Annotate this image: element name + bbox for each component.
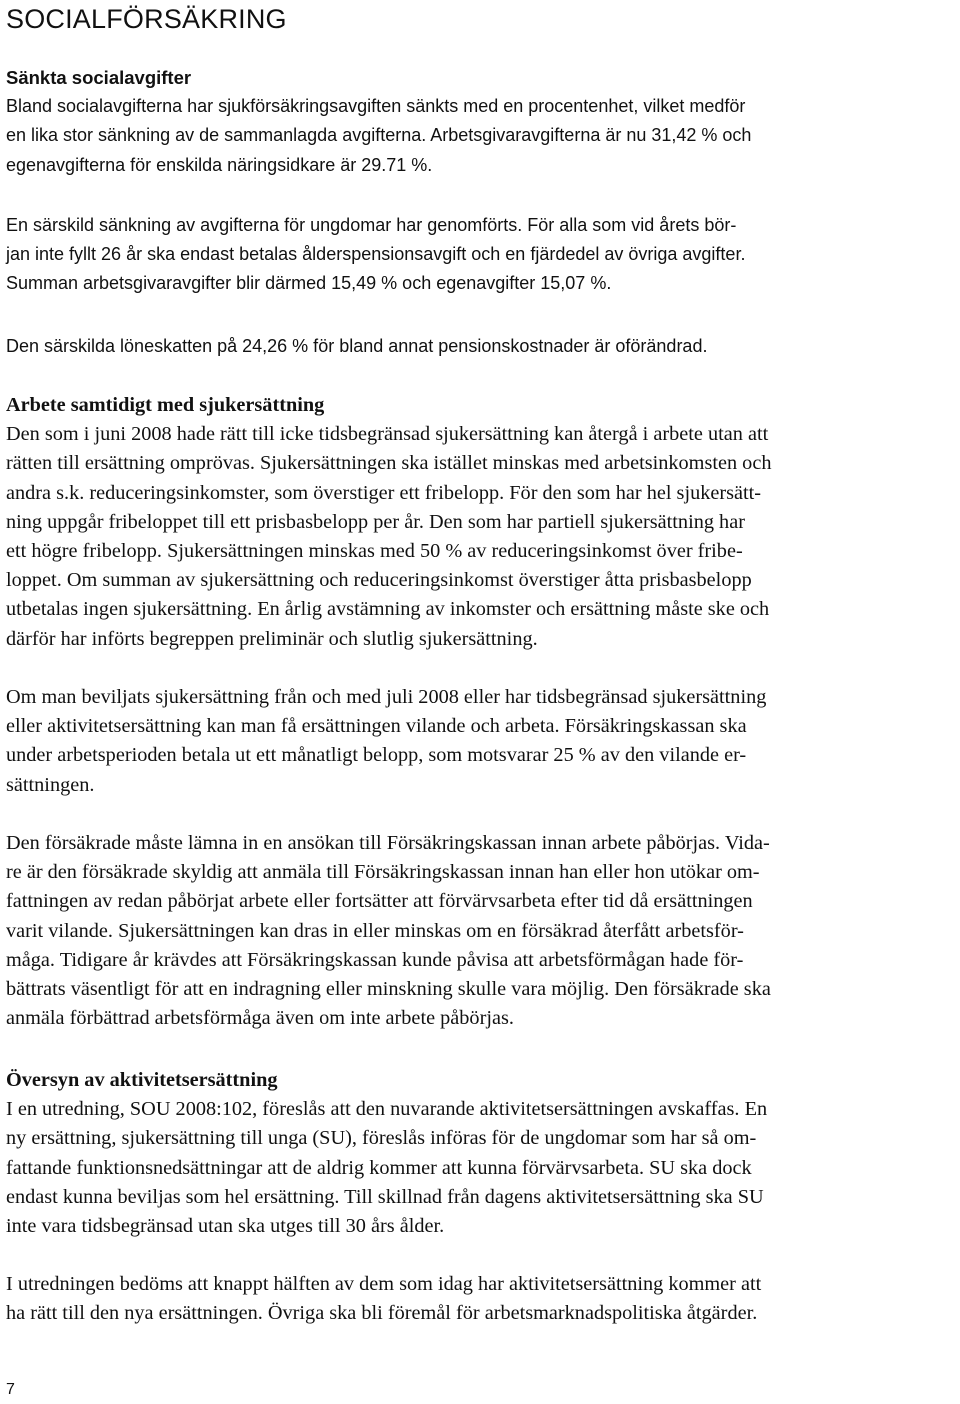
paragraph <box>6 829 954 1033</box>
paragraph <box>6 332 954 361</box>
text-line: rätten till ersättning omprövas. Sjukersättningen ska istället minskas med arbetsinkomsten och <box>6 452 772 475</box>
text-line: bättrats väsentligt för att en indragning eller minskning skulle vara möjlig. Den försäkrade ska <box>6 977 771 1000</box>
text-line: eller aktivitetsersättning kan man få ersättningen vilande och arbeta. Försäkringskassan ska <box>6 715 747 738</box>
text-line: måga. Tidigare år krävdes att Försäkringskassan kunde påvisa att arbetsförmågan hade för- <box>6 948 744 971</box>
text-line: I en utredning, SOU 2008:102, föreslås att den nuvarande aktivitetsersättningen avskaffas. En <box>6 1098 768 1121</box>
text-line: Den försäkrade måste lämna in en ansökan till Försäkringskassan innan arbete påbörjas. Vida- <box>6 832 770 854</box>
text-line: sättningen. <box>6 773 95 796</box>
section-heading-block <box>6 1066 954 1241</box>
text-line: egenavgifterna för enskilda näringsidkare är 29.71 %. <box>6 154 433 175</box>
text-line: Om man beviljats sjukersättning från och med juli 2008 eller har tidsbegränsad sjukersättning <box>6 686 767 708</box>
text-line: ny ersättning, sjukersättning till unga (SU), föreslås införas för de ungdomar som har så om- <box>6 1127 757 1150</box>
text-line: utbetalas ingen sjukersättning. En årlig avstämning av inkomster och ersättning måste ske och <box>6 598 770 621</box>
text-line: andra s.k. reduceringsinkomster, som överstiger ett fribelopp. För den som har hel sjukersätt- <box>6 481 762 504</box>
text-line: En särskild sänkning av avgifterna för ungdomar har genomförts. För alla som vid årets bör- <box>6 215 737 235</box>
section-heading-block <box>6 63 954 180</box>
page-title: SOCIALFÖRSÄKRING <box>6 4 287 34</box>
text-line: inte vara tidsbegränsad utan ska utges till 30 års ålder. <box>6 1214 445 1237</box>
paragraph <box>6 1270 954 1328</box>
paragraph <box>6 683 954 800</box>
text-line: ning uppgår fribeloppet till ett prisbasbelopp per år. Den som har partiell sjukersättning har <box>6 510 745 533</box>
text-line: varit vilande. Sjukersättningen kan dras in eller minskas om en försäkrad återfått arbetsför- <box>6 919 744 942</box>
text-line: ha rätt till den nya ersättningen. Övriga ska bli föremål för arbetsmarknadspolitiska åtgärder. <box>6 1302 758 1325</box>
section-heading-block <box>6 391 954 654</box>
page-number: 7 <box>6 1381 15 1398</box>
text-line: Den som i juni 2008 hade rätt till icke tidsbegränsad sjukersättning kan återgå i arbete utan att <box>6 423 769 446</box>
text-line: loppet. Om summan av sjukersättning och reduceringsinkomst överstiger åtta prisbasbelopp <box>6 569 752 592</box>
section-heading: Arbete samtidigt med sjukersättning <box>6 394 325 416</box>
text-line: därför har införts begreppen preliminär och slutlig sjukersättning. <box>6 627 538 650</box>
text-line: anmäla förbättrad arbetsförmåga även om inte arbete påbörjas. <box>6 1007 514 1030</box>
text-line: en lika stor sänkning av de sammanlagda avgifterna. Arbetsgivaravgifterna är nu 31,42 % och <box>6 125 752 146</box>
text-line: under arbetsperioden betala ut ett månatligt belopp, som motsvarar 25 % av den vilande er- <box>6 744 747 767</box>
text-line: ett högre fribelopp. Sjukersättningen minskas med 50 % av reduceringsinkomst över fribe- <box>6 539 743 562</box>
text-line: re är den försäkrade skyldig att anmäla till Försäkringskassan innan han eller hon utökar om- <box>6 861 760 884</box>
section-heading: Översyn av aktivitetsersättning <box>6 1069 278 1091</box>
text-line: fattande funktionsnedsättningar att de aldrig kommer att kunna förvärvsarbeta. SU ska dock <box>6 1156 752 1179</box>
text-line: Den särskilda löneskatten på 24,26 % för bland annat pensionskostnader är oförändrad. <box>6 336 708 356</box>
text-line: I utredningen bedöms att knappt hälften av dem som idag har aktivitetsersättning kommer att <box>6 1273 762 1295</box>
text-line: jan inte fyllt 26 år ska endast betalas ålderspensionsavgift och en fjärdedel av övriga avgifter. <box>6 244 746 265</box>
text-line: Summan arbetsgivaravgifter blir därmed 15,49 % och egenavgifter 15,07 %. <box>6 273 612 294</box>
section-heading: Sänkta socialavgifter <box>6 67 192 88</box>
text-line: fattningen av redan påbörjat arbete eller fortsätter att förvärvsarbeta efter tid då ersättningen <box>6 890 753 913</box>
text-line: endast kunna beviljas som hel ersättning. Till skillnad från dagens aktivitetsersättning ska SU <box>6 1185 764 1208</box>
text-line: Bland socialavgifterna har sjukförsäkringsavgiften sänkts med en procentenhet, vilket medför <box>6 96 746 117</box>
paragraph <box>6 211 954 299</box>
